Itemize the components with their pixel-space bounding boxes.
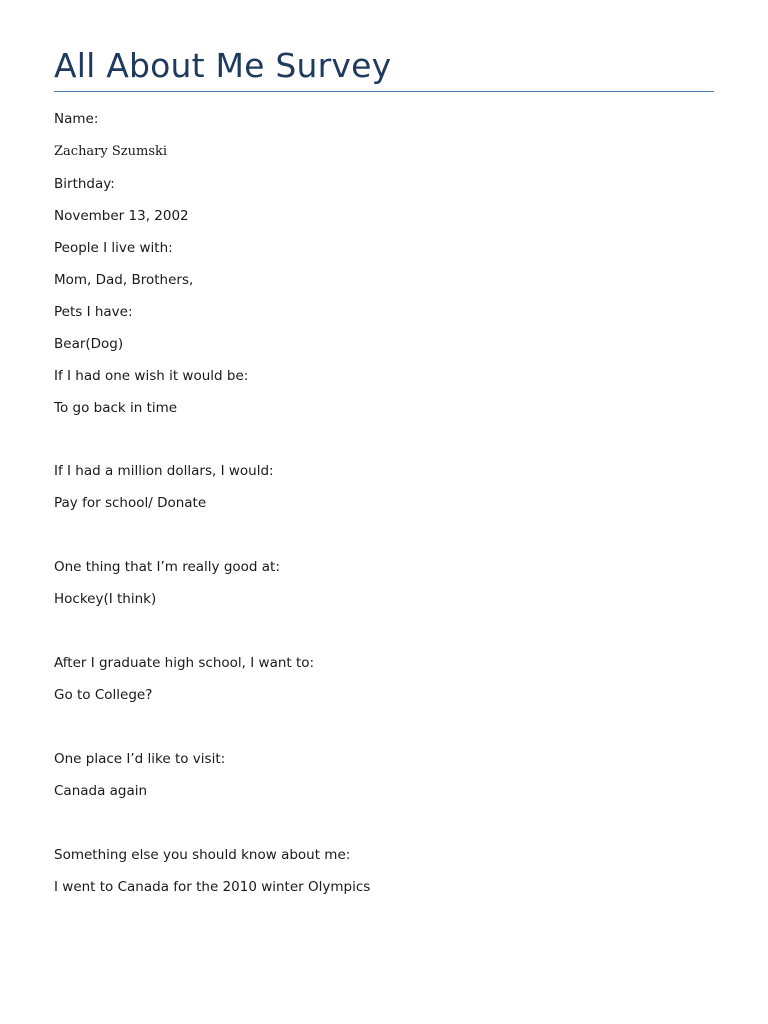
else-label: Something else you should know about me: — [54, 847, 351, 863]
name-value: Zachary Szumski — [54, 144, 168, 159]
wish-label: If I had one wish it would be: — [54, 368, 249, 384]
page-title: All About Me Survey — [54, 46, 392, 85]
pets-label: Pets I have: — [54, 304, 133, 320]
live-with-value: Mom, Dad, Brothers, — [54, 272, 194, 288]
million-label: If I had a million dollars, I would: — [54, 463, 274, 479]
visit-value: Canada again — [54, 783, 148, 799]
million-value: Pay for school/ Donate — [54, 495, 207, 511]
good-at-label: One thing that I’m really good at: — [54, 559, 280, 575]
birthday-value: November 13, 2002 — [54, 208, 189, 224]
else-value: I went to Canada for the 2010 winter Olympics — [54, 879, 371, 895]
graduate-label: After I graduate high school, I want to: — [54, 655, 315, 671]
live-with-label: People I live with: — [54, 240, 173, 256]
good-at-value: Hockey(I think) — [54, 591, 157, 607]
title-divider — [54, 91, 714, 92]
visit-label: One place I’d like to visit: — [54, 751, 226, 767]
pets-value: Bear(Dog) — [54, 336, 124, 352]
name-label: Name: — [54, 111, 99, 127]
wish-value: To go back in time — [54, 400, 178, 416]
birthday-label: Birthday: — [54, 176, 115, 192]
graduate-value: Go to College? — [54, 687, 153, 703]
